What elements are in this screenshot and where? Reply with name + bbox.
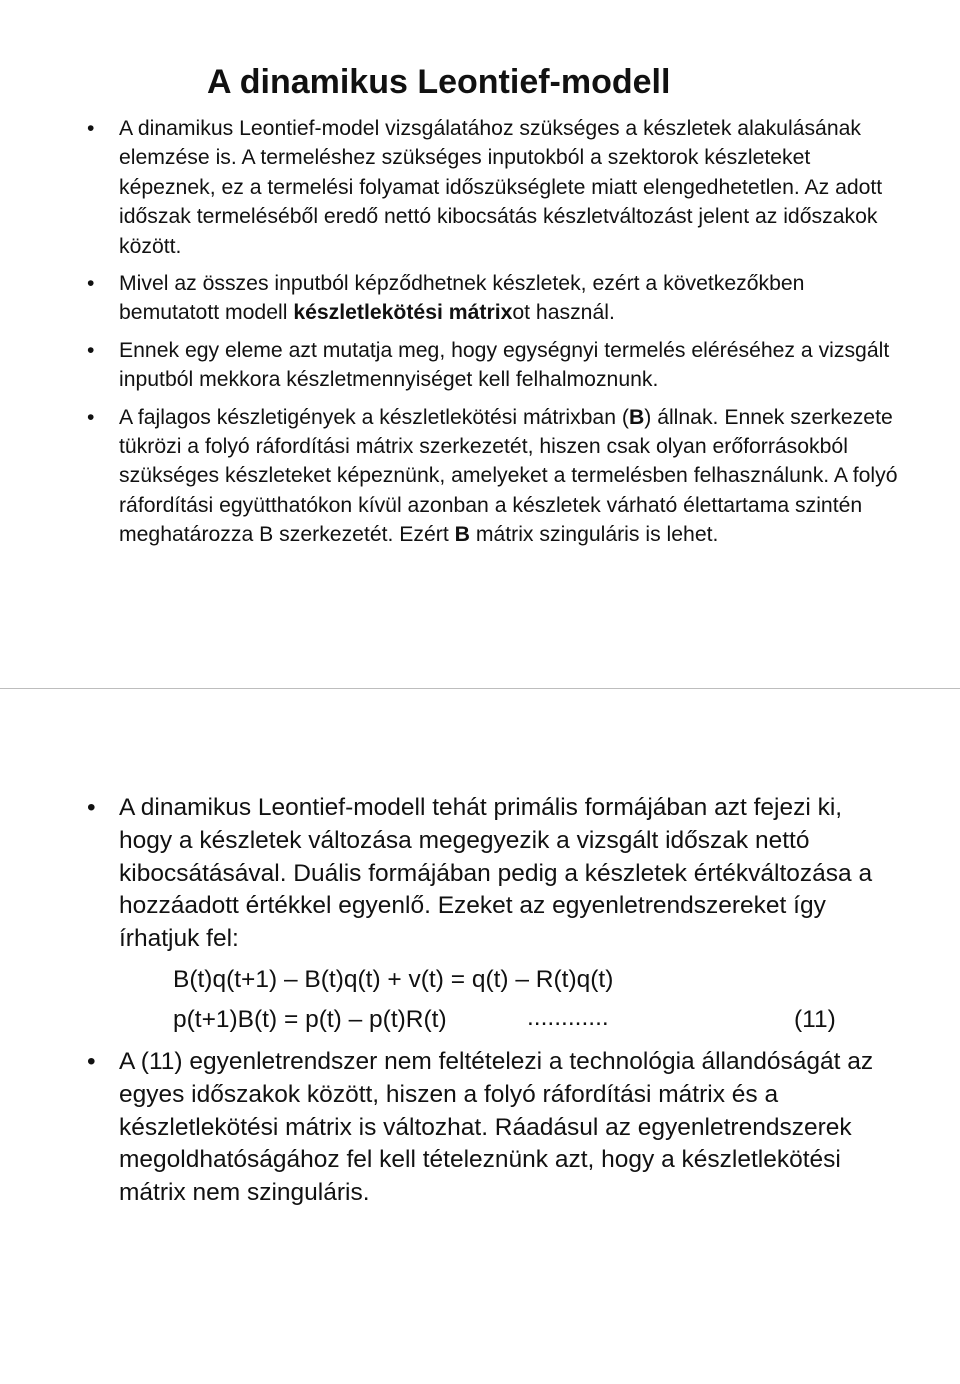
bold-term: készletlekötési mátrix xyxy=(293,301,513,325)
list-item xyxy=(87,792,879,1040)
bullet-icon: • xyxy=(87,117,95,140)
bullet-text: A dinamikus Leontief-modell tehát primális formájában azt fejezi ki, hogy a készletek változása megegyezik a vizsgált időszak nettó kibocsátásával. Duális formájában pedig a készletek értékváltozása a hozzáadott értékkel egyenlő. Ezeket az egyenletrendszereket így írhatjuk fel: xyxy=(119,794,873,953)
list-item xyxy=(87,269,909,328)
bullet-icon: • xyxy=(87,272,95,296)
list-item xyxy=(87,403,909,550)
slide-divider xyxy=(0,688,960,689)
bullet-text: ot használ. xyxy=(512,301,615,325)
bullet-text: A dinamikus Leontief-model vizsgálatához szükséges a készletek alakulásának elemzése is. A termeléshez szükséges inputokból a szektorok készleteket képeznek, ez a termelési folyamat időszükséglete miatt elengedhetetlen. Az adott időszak termeléséből eredő nettó kibocsátás készletváltozást jelent az időszakok között. xyxy=(119,117,883,258)
page-title: A dinamikus Leontief-modell xyxy=(207,63,671,101)
bullet-text: ) állnak. Ennek szerkezete tükrözi a folyó ráfordítási mátrix szerkezetét, hiszen csak olyan erőforrásokból szükséges készleteket képeznünk, amelyeket a termelésben felhasználunk. A folyó ráfordítási együtthatókon kívül azonban a készletek várható élettartama szintén meghatározza B szerkezetét. Ezért xyxy=(119,405,898,547)
slide-2-bullet-list xyxy=(87,792,879,1210)
equation-line-2 xyxy=(119,1000,879,1040)
slide-1 xyxy=(0,0,960,688)
list-item xyxy=(87,114,909,261)
equation-text: p(t+1)B(t) = p(t) – p(t)R(t) xyxy=(173,1005,447,1033)
slide-2 xyxy=(0,692,960,1384)
bold-term: B xyxy=(454,523,470,547)
bullet-icon: • xyxy=(87,794,96,821)
list-item xyxy=(87,1046,879,1210)
bullet-icon: • xyxy=(87,338,95,362)
bullet-text: A fajlagos készletigények a készletlekötési mátrixban ( xyxy=(119,405,629,429)
equation-number: (11) xyxy=(794,1005,836,1033)
bullet-icon: • xyxy=(87,405,95,429)
bold-term: B xyxy=(628,405,645,429)
bullet-text: mátrix szinguláris is lehet. xyxy=(469,523,719,547)
bullet-icon: • xyxy=(87,1047,96,1075)
bullet-text: Ennek egy eleme azt mutatja meg, hogy egységnyi termelés eléréséhez a vizsgált inputból mekkora készletmennyiséget kell felhalmoznunk. xyxy=(119,338,890,392)
equation-block xyxy=(119,960,879,1040)
bullet-text: A (11) egyenletrendszer nem feltételezi a technológia állandóságát az egyes időszakok között, hiszen a folyó ráfordítási mátrix és a készletlekötési mátrix is változhat. Ráadásul az egyenletrendszerek megoldhatóságához fel kell tételeznünk azt, hogy a készletlekötési mátrix nem szinguláris. xyxy=(119,1047,874,1207)
equation-line-1 xyxy=(119,960,879,1000)
bullet-text: Mivel az összes inputból képződhetnek készletek, ezért a következőkben bemutatott modell xyxy=(119,272,805,325)
list-item xyxy=(87,336,909,395)
equation-dots: ............ xyxy=(527,1003,609,1031)
slide-1-bullet-list xyxy=(87,114,909,558)
equation-text: B(t)q(t+1) – B(t)q(t) + v(t) = q(t) – R(t)q(t) xyxy=(173,965,614,993)
